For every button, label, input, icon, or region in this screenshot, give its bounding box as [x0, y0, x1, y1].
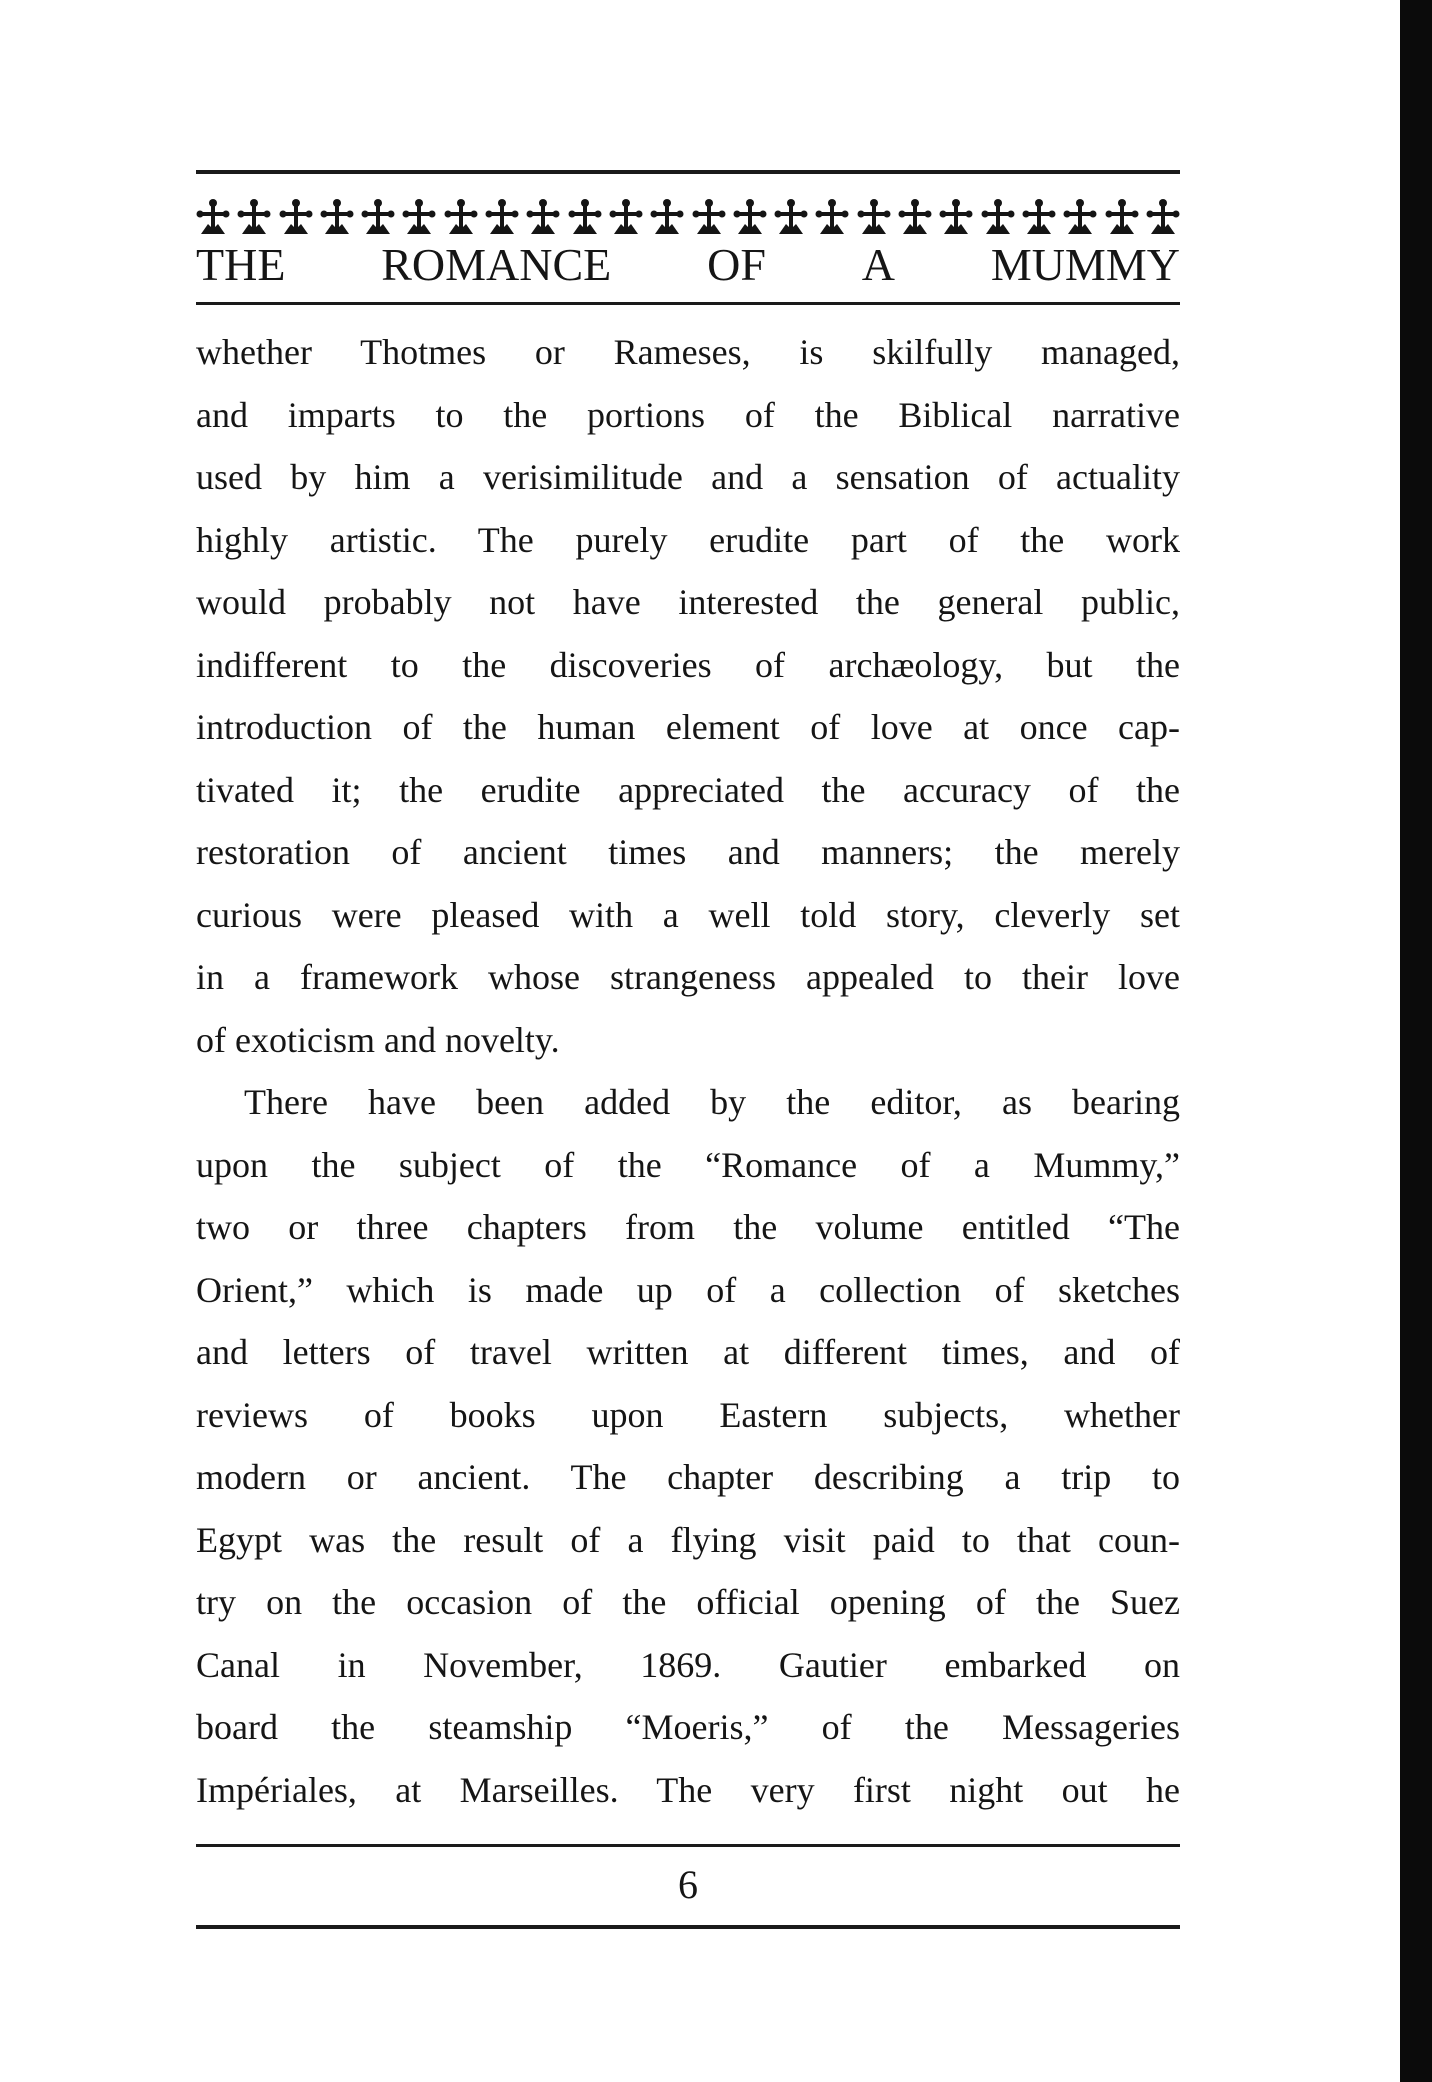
text-line: and imparts to the portions of the Biblical narrative: [196, 394, 1180, 435]
text-line: There have been added by the editor, as bearing: [244, 1082, 1180, 1122]
text-line: board the steamship “Moeris,” of the Messageries: [196, 1707, 1180, 1747]
cross-ornament-icon: [237, 198, 271, 236]
text-line: whether Thotmes or Rameses, is skilfully managed,: [196, 332, 1180, 372]
text-line: two or three chapters from the volume entitled “The: [196, 1207, 1180, 1247]
text-line: upon the subject of the “Romance of a Mummy,”: [196, 1144, 1180, 1185]
text-line: used by him a verisimilitude and a sensation of actuality: [196, 457, 1180, 497]
running-title-word: A: [861, 239, 895, 290]
cross-ornament-icon: [733, 198, 767, 236]
cross-ornament-icon: [568, 198, 602, 236]
page-footer: [196, 1844, 1180, 1929]
cross-ornament-icon: [939, 198, 973, 236]
running-title-word: ROMANCE: [381, 239, 612, 290]
running-title: [196, 240, 1180, 292]
cross-ornament-icon: [609, 198, 643, 236]
cross-ornament-icon: [692, 198, 726, 236]
running-title-word: OF: [707, 239, 766, 290]
paragraph: [196, 321, 1180, 1071]
running-title-word: MUMMY: [990, 239, 1180, 290]
text-line: reviews of books upon Eastern subjects, whether: [196, 1394, 1180, 1435]
cross-ornament-icon: [1105, 198, 1139, 236]
text-line: Canal in November, 1869. Gautier embarked on: [196, 1644, 1180, 1685]
text-line: try on the occasion of the official opening of the Suez: [196, 1582, 1180, 1622]
header-rule-top: [196, 170, 1180, 174]
cross-ornament-icon: [402, 198, 436, 236]
cross-ornament-icon: [279, 198, 313, 236]
page-content: [196, 170, 1180, 1821]
cross-ornament-icon: [1063, 198, 1097, 236]
cross-ornament-icon: [815, 198, 849, 236]
text-line: curious were pleased with a well told story, cleverly set: [196, 894, 1180, 935]
cross-ornament-icon: [774, 198, 808, 236]
text-line: and letters of travel written at different times, and of: [196, 1332, 1180, 1372]
text-line: tivated it; the erudite appreciated the accuracy of the: [196, 769, 1180, 810]
text-line: Egypt was the result of a flying visit paid to that coun-: [196, 1519, 1180, 1560]
cross-ornament-icon: [1022, 198, 1056, 236]
text-line: in a framework whose strangeness appealed to their love: [196, 957, 1180, 997]
cross-ornament-icon: [444, 198, 478, 236]
page-number: 6: [678, 1862, 698, 1907]
text-line: would probably not have interested the general public,: [196, 582, 1180, 622]
cross-ornament-icon: [857, 198, 891, 236]
scan-edge-bar: [1400, 0, 1432, 2082]
ornament-row: [196, 196, 1180, 238]
cross-ornament-icon: [981, 198, 1015, 236]
cross-ornament-icon: [526, 198, 560, 236]
cross-ornament-icon: [196, 198, 230, 236]
text-line: highly artistic. The purely erudite part of the work: [196, 519, 1180, 560]
text-line: restoration of ancient times and manners; the merely: [196, 832, 1180, 872]
cross-ornament-icon: [485, 198, 519, 236]
footer-rule-bottom: [196, 1925, 1180, 1929]
text-line: Impériales, at Marseilles. The very first night out he: [196, 1769, 1180, 1810]
cross-ornament-icon: [361, 198, 395, 236]
cross-ornament-icon: [320, 198, 354, 236]
footer-rule-top: [196, 1844, 1180, 1847]
body-text: [196, 321, 1180, 1821]
cross-ornament-icon: [898, 198, 932, 236]
cross-ornament-icon: [1146, 198, 1180, 236]
paragraph: [196, 1071, 1180, 1821]
text-line: modern or ancient. The chapter describing a trip to: [196, 1457, 1180, 1497]
text-line: of exoticism and novelty.: [196, 1019, 560, 1060]
text-line: introduction of the human element of love at once cap-: [196, 707, 1180, 747]
header-rule-bottom: [196, 302, 1180, 305]
text-line: indifferent to the discoveries of archæology, but the: [196, 644, 1180, 685]
text-line: Orient,” which is made up of a collection of sketches: [196, 1269, 1180, 1310]
running-title-word: THE: [196, 239, 286, 290]
cross-ornament-icon: [650, 198, 684, 236]
